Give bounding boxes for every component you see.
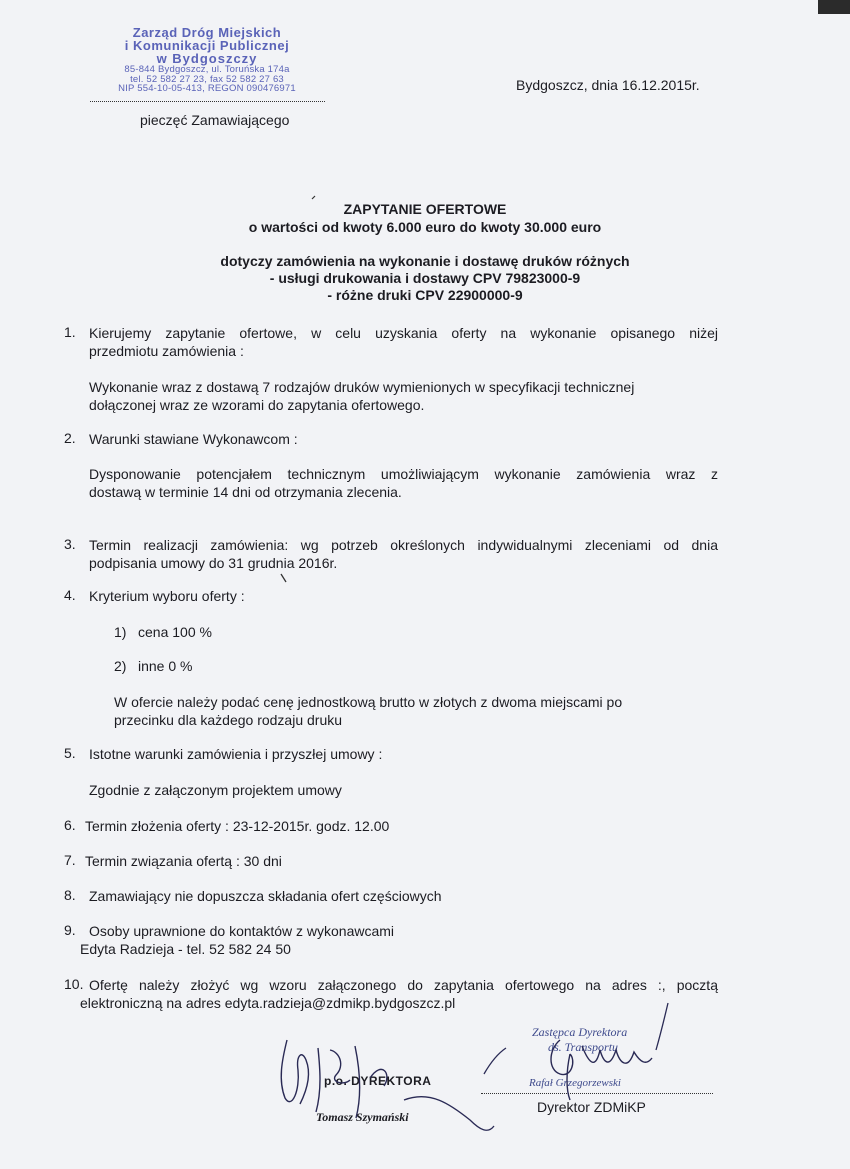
stamp-line-4: 85-844 Bydgoszcz, ul. Toruńska 174a [124,64,290,75]
stamp-line-3: w Bydgoszczy [156,51,258,66]
item-3-number: 3. [64,536,76,552]
item-4-sub-1-number: 1) [114,624,127,640]
left-signature-stroke-1 [281,1040,308,1104]
cpv-line-2: - różne druki CPV 22900000-9 [327,287,523,303]
item-4-note: W ofercie należy podać cenę jednostkową brutto w złotych z dwoma miejscami po [114,694,623,710]
item-6-text: Termin złożenia oferty : 23-12-2015r. godz. 12.00 [85,818,390,834]
stamp-line-6: NIP 554-10-05-413, REGON 090476971 [118,83,296,94]
right-signatory-title-cont: ds. Transportu [548,1040,619,1054]
item-5-text: Istotne warunki zamówienia i przyszłej umowy : [89,746,383,762]
item-5-detail: Zgodnie z załączonym projektem umowy [89,782,342,798]
item-1-number: 1. [64,324,76,340]
seal-label: pieczęć Zamawiającego [140,112,290,128]
item-3-text-cont: podpisania umowy do 31 grudnia 2016r. [89,555,338,571]
item-4-sub-1-text: cena 100 % [138,624,212,640]
scan-edge-shadow [818,0,850,14]
item-7-text: Termin związania ofertą : 30 dni [85,853,282,869]
item-10-number: 10. [64,976,84,992]
stamp-line-5: tel. 52 582 27 23, fax 52 582 27 63 [130,73,284,85]
item-9-number: 9. [64,922,76,938]
item-5-number: 5. [64,745,76,761]
item-1-text: Kierujemy zapytanie ofertowe, w celu uzyskania oferty na wykonanie opisanego niżej [89,325,718,341]
item-4-sub-2-text: inne 0 % [138,658,193,674]
item-2-number: 2. [64,430,76,446]
item-1-detail-cont: dołączonej wraz ze wzorami do zapytania ofertowego. [89,397,425,413]
seal-dotted-line [90,100,325,102]
scan-mark [312,196,315,199]
right-signature-stroke-4 [656,1003,668,1050]
item-8-number: 8. [64,887,76,903]
item-4-sub-2-number: 2) [114,658,127,674]
item-7-number: 7. [64,852,76,868]
cpv-line-1: - usługi drukowania i dostawy CPV 79823000-9 [269,270,581,286]
stamp-line-2: i Komunikacji Publicznej [124,38,290,53]
item-10-email: elektroniczną na adres edyta.radzieja@zdmikp.bydgoszcz.pl [80,995,456,1011]
item-4-text: Kryterium wyboru oferty : [89,588,245,604]
document-subtitle: o wartości od kwoty 6.000 euro do kwoty 30.000 euro [248,219,602,235]
scan-mark [281,574,286,582]
item-1-text-cont: przedmiotu zamówienia : [89,343,244,359]
item-10-text: Ofertę należy złożyć wg wzoru załączonego do zapytania ofertowego na adres :, pocztą [89,977,718,993]
item-2-text: Warunki stawiane Wykonawcom : [89,431,298,447]
item-2-detail-cont: dostawą w terminie 14 dni od otrzymania zlecenia. [89,484,402,500]
item-1-detail: Wykonanie wraz z dostawą 7 rodzajów druków wymienionych w specyfikacji technicznej [89,379,635,395]
item-4-number: 4. [64,587,76,603]
place-and-date: Bydgoszcz, dnia 16.12.2015r. [516,77,700,93]
left-signatory-name: Tomasz Szymański [316,1110,409,1124]
item-6-number: 6. [64,817,76,833]
item-2-detail: Dysponowanie potencjałem technicznym umożliwiającym wykonanie zamówienia wraz z [89,466,718,482]
document-title: ZAPYTANIE OFERTOWE [343,201,507,217]
item-8-text: Zamawiający nie dopuszcza składania ofert częściowych [89,888,442,904]
item-4-note-cont: przecinku dla każdego rodzaju druku [114,712,343,728]
item-9-text: Osoby uprawnione do kontaktów z wykonawcami [89,923,395,939]
right-signature-stroke-1 [484,1048,506,1074]
left-signatory-title: p.o. DYREKTORA [324,1074,432,1088]
right-signature-dotted-line [481,1093,713,1094]
left-signature-tail [404,1097,494,1131]
right-signature-caption: Dyrektor ZDMiKP [537,1099,646,1115]
item-9-contact: Edyta Radzieja - tel. 52 582 24 50 [80,941,291,957]
subject-line: dotyczy zamówienia na wykonanie i dostawę druków różnych [220,253,630,269]
right-signatory-title: Zastępca Dyrektora [532,1025,628,1039]
orderer-stamp [92,26,322,94]
stamp-line-1: Zarząd Dróg Miejskich [132,25,282,40]
item-3-text: Termin realizacji zamówienia: wg potrzeb określonych indywidualnymi zleceniami od dnia [89,537,718,553]
right-signatory-name: Rafał Grzegorzewski [529,1077,621,1089]
